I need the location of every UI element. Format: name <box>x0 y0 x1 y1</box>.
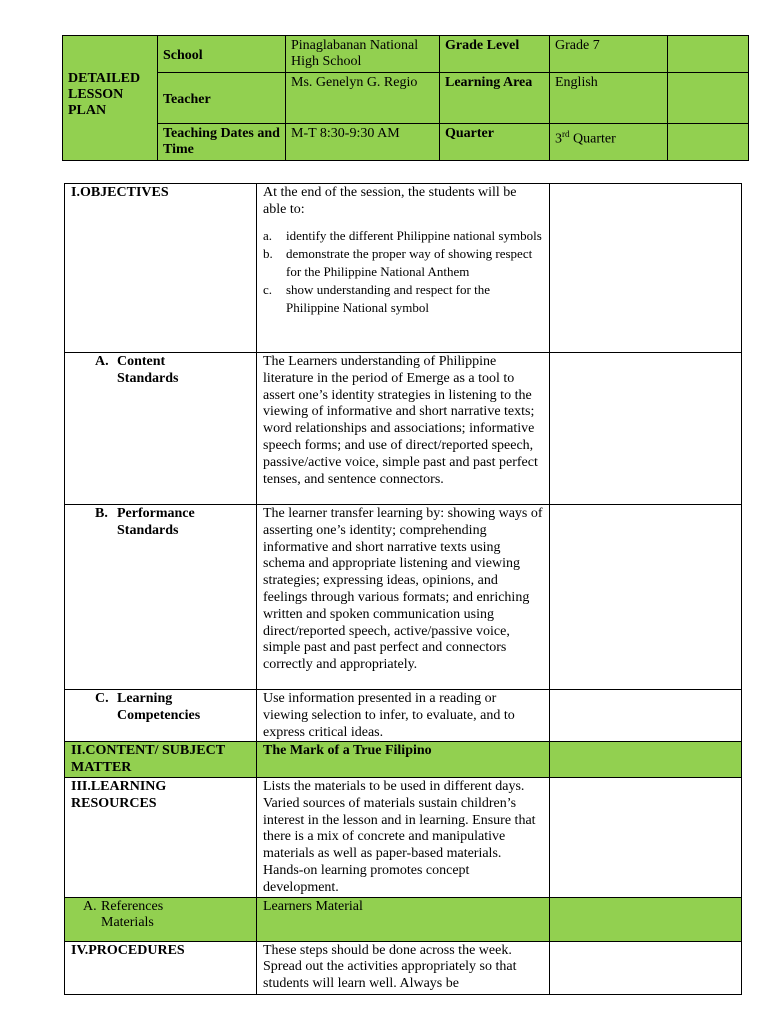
objectives-intro: At the end of the session, the students will be able to: <box>263 185 517 217</box>
quarter-number: 3 <box>555 131 562 147</box>
learning-competencies-title: Learning Competencies <box>117 691 201 723</box>
objective-item <box>263 245 543 280</box>
lesson-plan-title: DETAILED LESSON PLAN <box>63 36 158 161</box>
references-remarks-cell <box>550 897 742 941</box>
objective-letter: a. <box>263 227 273 243</box>
content-subject-label: II.CONTENT/ SUBJECT MATTER <box>65 742 257 778</box>
content-subject-text: The Mark of a True Filipino <box>257 742 550 778</box>
learning-resources-remarks-cell <box>550 777 742 897</box>
header-table <box>62 35 749 161</box>
content-standards-row <box>65 353 742 505</box>
teaching-dates-label: Teaching Dates and Time <box>158 124 286 161</box>
school-label: School <box>158 36 286 73</box>
procedures-label: IV.PROCEDURES <box>65 941 257 994</box>
teaching-dates-value: M-T 8:30-9:30 AM <box>286 124 440 161</box>
teacher-value: Ms. Genelyn G. Regio <box>286 73 440 124</box>
learning-resources-text: Lists the materials to be used in different days. Varied sources of materials sustain children’s interest in the lesson and in learning. Ensure that there is a mix of concrete and manipulative materials as well as paper-based materials. Hands-on learning promotes concept development. <box>257 777 550 897</box>
content-subject-row <box>65 742 742 778</box>
objectives-list <box>263 227 543 317</box>
content-standards-remarks-cell <box>550 353 742 505</box>
objective-letter: c. <box>263 282 273 298</box>
learning-competencies-row <box>65 690 742 742</box>
content-standards-label <box>65 353 257 505</box>
objectives-content <box>257 184 550 353</box>
quarter-word: Quarter <box>569 131 616 147</box>
grade-level-value: Grade 7 <box>550 36 668 73</box>
performance-standards-row <box>65 505 742 690</box>
learning-resources-row <box>65 777 742 897</box>
objectives-remarks-cell <box>550 184 742 353</box>
content-standards-number: A. <box>95 354 109 369</box>
quarter-value <box>550 124 668 161</box>
quarter-ordinal-suffix: rd <box>562 129 570 139</box>
content-standards-text: The Learners understanding of Philippine literature in the period of Emerge as a tool to assert one’s identity strategies in listening to the viewing of informative and short narrative texts; word relationships and associations; informative speech forms; and use of direct/reported speech, passive/active voice, simple past and past perfect tenses, and sentence connectors. <box>257 353 550 505</box>
performance-standards-label <box>65 505 257 690</box>
header-empty-cell-1 <box>668 36 749 73</box>
learning-resources-label: III.LEARNING RESOURCES <box>65 777 257 897</box>
references-title: References Materials <box>101 898 164 931</box>
objectives-row <box>65 184 742 353</box>
learning-area-value: English <box>550 73 668 124</box>
learning-competencies-text: Use information presented in a reading or viewing selection to infer, to evaluate, and to express critical ideas. <box>257 690 550 742</box>
objectives-label: I.OBJECTIVES <box>65 184 257 353</box>
references-label <box>65 897 257 941</box>
procedures-row <box>65 941 742 994</box>
objective-text: demonstrate the proper way of showing respect for the Philippine National Anthem <box>286 246 533 279</box>
learning-competencies-remarks-cell <box>550 690 742 742</box>
quarter-label: Quarter <box>440 124 550 161</box>
content-standards-title: Content Standards <box>117 354 179 386</box>
grade-level-label: Grade Level <box>440 36 550 73</box>
header-empty-cell-3 <box>668 124 749 161</box>
procedures-remarks-cell <box>550 941 742 994</box>
performance-standards-number: B. <box>95 506 108 521</box>
objective-letter: b. <box>263 246 273 262</box>
references-text: Learners Material <box>257 897 550 941</box>
objective-text: show understanding and respect for the Philippine National symbol <box>286 282 490 315</box>
learning-competencies-number: C. <box>95 691 109 706</box>
objective-item <box>263 281 543 316</box>
teacher-label: Teacher <box>158 73 286 124</box>
header-empty-cell-2 <box>668 73 749 124</box>
objective-item <box>263 227 543 245</box>
learning-competencies-label <box>65 690 257 742</box>
school-value: Pinaglabanan National High School <box>286 36 440 73</box>
lesson-table <box>64 183 742 995</box>
learning-area-label: Learning Area <box>440 73 550 124</box>
performance-standards-text: The learner transfer learning by: showing ways of asserting one’s identity; comprehending informative and short narrative texts using schema and appropriate listening and viewing strategies; expressing ideas, opinions, and feelings through various formats; and enriching written and spoken communication using direct/reported speech, active/passive voice, simple past and past perfect and connectors correctly and appropriately. <box>257 505 550 690</box>
procedures-text: These steps should be done across the week. Spread out the activities appropriately so that students will learn well. Always be <box>257 941 550 994</box>
content-subject-remarks-cell <box>550 742 742 778</box>
objective-text: identify the different Philippine national symbols <box>286 227 542 243</box>
performance-standards-title: Performance Standards <box>117 506 195 538</box>
references-number: A. <box>83 898 97 914</box>
performance-standards-remarks-cell <box>550 505 742 690</box>
references-row <box>65 897 742 941</box>
